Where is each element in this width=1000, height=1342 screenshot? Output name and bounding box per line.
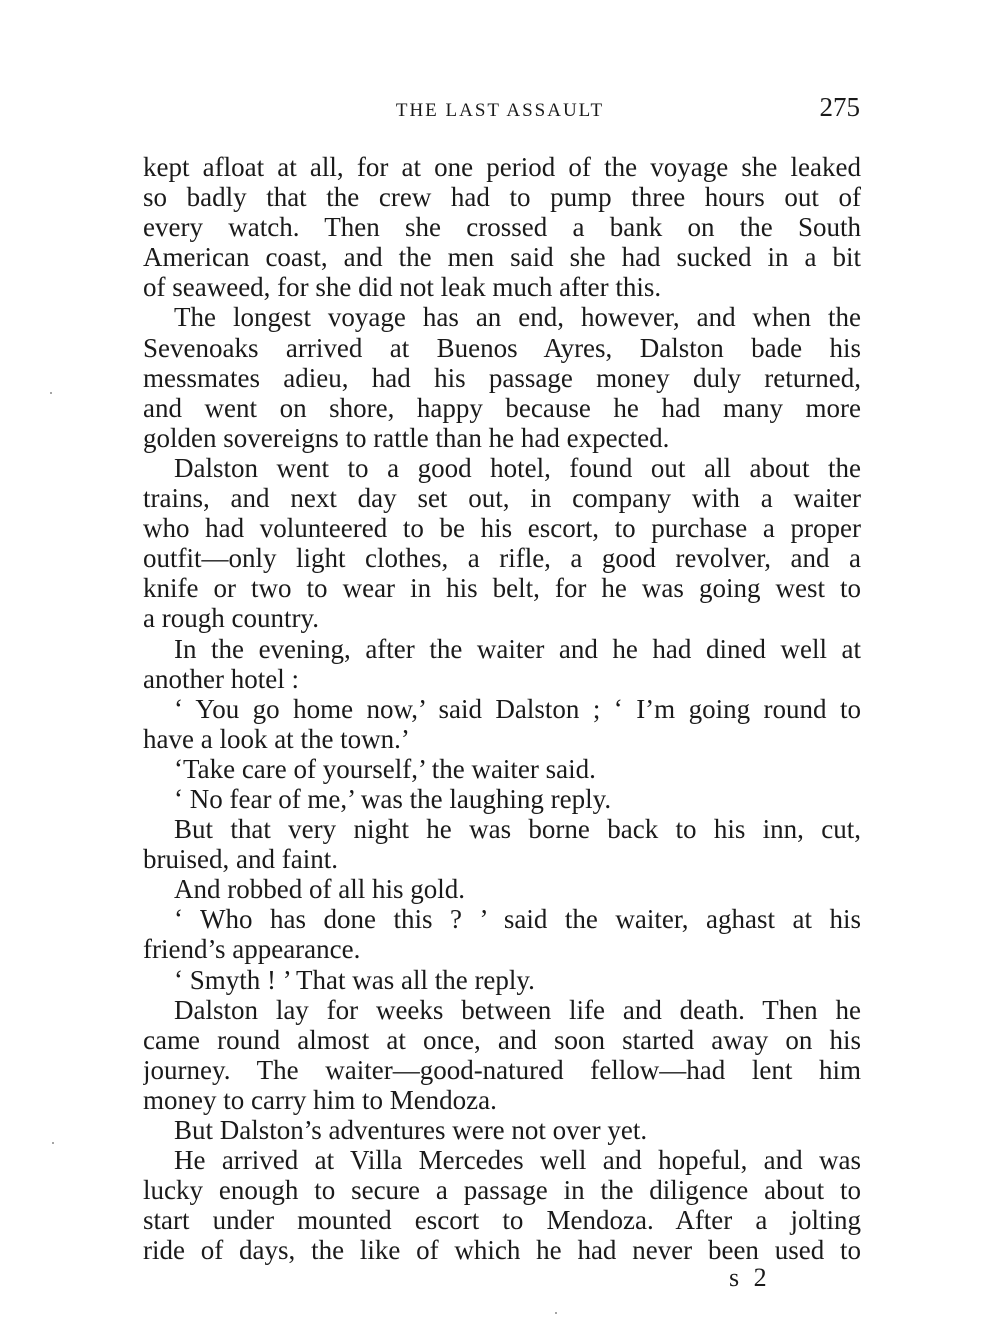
signature-mark: s 2 <box>729 1263 771 1292</box>
text-line: came round almost at once, and soon started away on his <box>143 1024 861 1055</box>
body-text <box>143 152 861 1265</box>
text-line: friend’s appearance. <box>143 934 361 965</box>
text-line: start under mounted escort to Mendoza. After a jolting <box>143 1205 861 1236</box>
text-line: Dalston went to a good hotel, found out all about the <box>174 452 861 483</box>
page-number: 275 <box>819 92 860 122</box>
text-line: bruised, and faint. <box>143 844 338 875</box>
text-line: knife or two to wear in his belt, for he was going west to <box>143 573 861 604</box>
text-line: Dalston lay for weeks between life and death. Then he <box>174 994 861 1025</box>
text-line: And robbed of all his gold. <box>174 874 465 905</box>
text-line: a rough country. <box>143 603 319 634</box>
text-line: have a look at the town.’ <box>143 723 410 754</box>
text-line: But that very night he was borne back to his inn, cut, <box>174 814 861 845</box>
text-line: ‘Take care of yourself,’ the waiter said. <box>174 753 596 784</box>
text-line: The longest voyage has an end, however, and when the <box>174 302 861 333</box>
text-line: lucky enough to secure a passage in the diligence about to <box>143 1175 861 1206</box>
text-line: But Dalston’s adventures were not over yet. <box>174 1115 648 1145</box>
text-line: ‘ Who has done this ? ’ said the waiter, aghast at his <box>174 904 861 935</box>
text-line: trains, and next day set out, in company with a waiter <box>143 483 861 514</box>
text-line: every watch. Then she crossed a bank on the South <box>143 212 861 243</box>
running-title: THE LAST ASSAULT <box>395 100 605 121</box>
text-line: who had volunteered to be his escort, to purchase a proper <box>143 513 861 544</box>
text-line: another hotel : <box>143 663 299 694</box>
text-line: He arrived at Villa Mercedes well and hopeful, and was <box>174 1145 861 1176</box>
text-line: of seaweed, for she did not leak much after this. <box>143 272 662 303</box>
text-line: journey. The waiter—good-natured fellow—had lent him <box>143 1054 861 1085</box>
text-line: ‘ You go home now,’ said Dalston ; ‘ I’m going round to <box>174 693 861 724</box>
text-line: kept afloat at all, for at one period of the voyage she leaked <box>143 152 861 182</box>
text-line: ‘ No fear of me,’ was the laughing reply. <box>174 783 612 814</box>
text-line: outfit—only light clothes, a rifle, a good revolver, and a <box>143 543 861 574</box>
running-head <box>140 92 860 128</box>
text-line: ‘ Smyth ! ’ That was all the reply. <box>174 964 535 995</box>
text-line: money to carry him to Mendoza. <box>143 1084 497 1115</box>
margin-speck <box>555 1312 557 1314</box>
margin-speck <box>50 392 52 394</box>
text-line: so badly that the crew had to pump three hours out of <box>143 182 861 213</box>
text-line: In the evening, after the waiter and he had dined well at <box>174 633 861 664</box>
margin-speck <box>52 1142 54 1144</box>
text-line: messmates adieu, had his passage money duly returned, <box>143 362 861 393</box>
text-line: and went on shore, happy because he had many more <box>143 392 861 423</box>
text-line: ride of days, the like of which he had never been used to <box>143 1235 861 1266</box>
text-line: golden sovereigns to rattle than he had expected. <box>143 422 670 453</box>
text-line: Sevenoaks arrived at Buenos Ayres, Dalston bade his <box>143 332 861 363</box>
text-line: American coast, and the men said she had sucked in a bit <box>143 242 861 273</box>
